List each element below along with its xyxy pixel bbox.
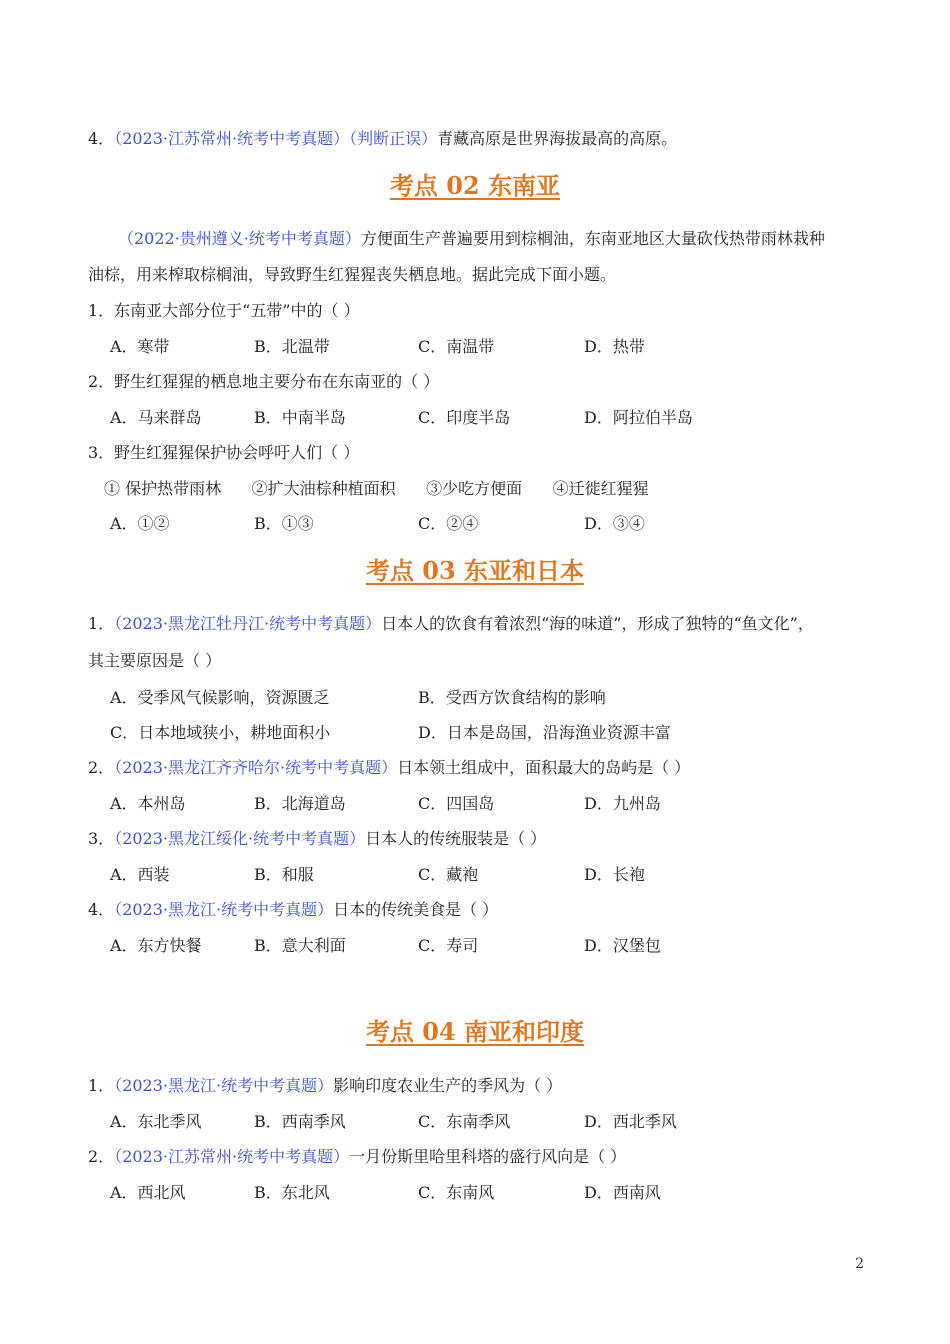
option-b: B．①③ xyxy=(254,514,314,533)
option-d: D．长袍 xyxy=(584,865,645,884)
question-4-prev xyxy=(88,128,677,150)
option-c: C．东南季风 xyxy=(418,1112,511,1131)
sec3-question-1: 1．（2023·黑龙江牡丹江·统考中考真题）日本人的饮食有着浓烈“海的味道”，形成了独特的“鱼文化”， xyxy=(88,614,814,633)
option-a: A．寒带 xyxy=(110,337,170,356)
sec2-question-2: 2．野生红猩猩的栖息地主要分布在东南亚的（ ） xyxy=(88,372,440,391)
question-source: （2023·黑龙江·统考中考真题） xyxy=(114,1076,334,1095)
option-b: B．北温带 xyxy=(254,337,330,356)
sec2-question-3: 3．野生红猩猩保护协会呼吁人们（ ） xyxy=(88,443,360,462)
sec4-question-2: 2．（2023·江苏常州·统考中考真题）一月份斯里哈里科塔的盛行风向是（ ） xyxy=(88,1147,627,1166)
intro-line-2: 油棕，用来榨取棕榈油，导致野生红猩猩丧失栖息地。据此完成下面小题。 xyxy=(88,265,617,284)
section-heading-04: 考点 04 南亚和印度 xyxy=(365,1017,585,1046)
intro-line-1: （2022·贵州遵义·统考中考真题）方便面生产普遍要用到棕榈油，东南亚地区大量砍伐热带雨林栽种 xyxy=(118,229,825,248)
option-a: A．东方快餐 xyxy=(110,936,202,955)
option-c: C．②④ xyxy=(418,514,479,533)
section-heading-03: 考点 03 东亚和日本 xyxy=(365,556,585,585)
option-c: C．藏袍 xyxy=(418,865,479,884)
option-c: C．南温带 xyxy=(418,337,495,356)
option-d: D．阿拉伯半岛 xyxy=(584,408,693,427)
option-c: C．四国岛 xyxy=(418,794,495,813)
option-d: D．西南风 xyxy=(584,1183,661,1202)
option-b: B．和服 xyxy=(254,865,314,884)
option-a: A．马来群岛 xyxy=(110,408,202,427)
statement-items: ① 保护热带雨林 ②扩大油棕种植面积 ③少吃方便面 ④迁徙红猩猩 xyxy=(104,479,649,498)
sec3-question-4: 4．（2023·黑龙江·统考中考真题）日本的传统美食是（ ） xyxy=(88,900,499,919)
page-number: 2 xyxy=(855,1256,864,1272)
option-b: B．受西方饮食结构的影响 xyxy=(418,688,606,707)
sec3-question-1-cont: 其主要原因是（ ） xyxy=(88,651,222,670)
question-source: （2023·黑龙江牡丹江·统考中考真题） xyxy=(114,614,382,633)
sec2-question-1: 1．东南亚大部分位于“五带”中的（ ） xyxy=(88,301,360,320)
option-a: A．①② xyxy=(110,514,170,533)
sec3-question-3: 3．（2023·黑龙江绥化·统考中考真题）日本人的传统服装是（ ） xyxy=(88,829,547,848)
option-b: B．西南季风 xyxy=(254,1112,346,1131)
option-d: D．日本是岛国，沿海渔业资源丰富 xyxy=(418,723,671,742)
option-a: A．受季风气候影响，资源匮乏 xyxy=(110,688,330,707)
question-source: （2023·江苏常州·统考中考真题） xyxy=(114,1147,350,1166)
question-text: 青藏高原是世界海拔最高的高原。 xyxy=(437,129,678,148)
option-b: B．意大利面 xyxy=(254,936,346,955)
option-a: A．西装 xyxy=(110,865,170,884)
question-source: （2023·江苏常州·统考中考真题）（判断正误） xyxy=(114,129,438,148)
option-d: D．西北季风 xyxy=(584,1112,677,1131)
question-source: （2023·黑龙江·统考中考真题） xyxy=(114,900,334,919)
question-source: （2023·黑龙江绥化·统考中考真题） xyxy=(114,829,366,848)
option-d: D．③④ xyxy=(584,514,645,533)
sec4-question-1: 1．（2023·黑龙江·统考中考真题）影响印度农业生产的季风为（ ） xyxy=(88,1076,563,1095)
question-source: （2023·黑龙江齐齐哈尔·统考中考真题） xyxy=(114,758,398,777)
option-c: C．寿司 xyxy=(418,936,479,955)
question-number: 4． xyxy=(88,129,115,148)
option-d: D．汉堡包 xyxy=(584,936,661,955)
option-d: D．九州岛 xyxy=(584,794,661,813)
option-a: A．本州岛 xyxy=(110,794,186,813)
sec3-question-2: 2．（2023·黑龙江齐齐哈尔·统考中考真题）日本领土组成中，面积最大的岛屿是（ ） xyxy=(88,758,691,777)
option-c: C．日本地域狭小，耕地面积小 xyxy=(110,723,331,742)
question-source: （2022·贵州遵义·统考中考真题） xyxy=(118,229,361,248)
option-b: B．东北风 xyxy=(254,1183,330,1202)
option-b: B．中南半岛 xyxy=(254,408,346,427)
option-c: C．印度半岛 xyxy=(418,408,511,427)
option-a: A．西北风 xyxy=(110,1183,186,1202)
option-d: D．热带 xyxy=(584,337,645,356)
option-a: A．东北季风 xyxy=(110,1112,202,1131)
option-c: C．东南风 xyxy=(418,1183,495,1202)
section-heading-02: 考点 02 东南亚 xyxy=(389,171,561,200)
option-b: B．北海道岛 xyxy=(254,794,346,813)
